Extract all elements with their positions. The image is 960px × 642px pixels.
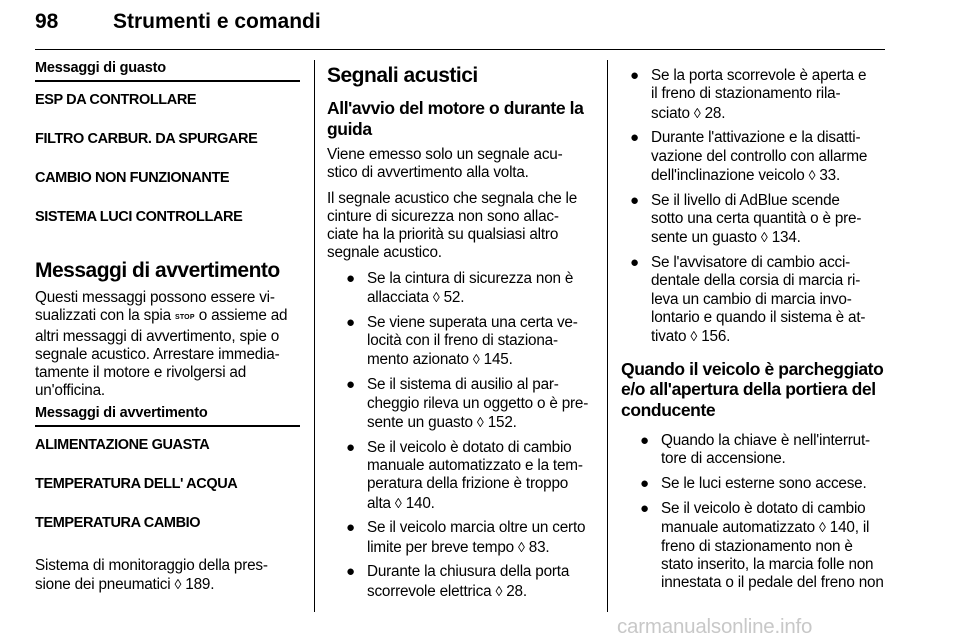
warning-messages-table (35, 405, 300, 539)
list-item: ● Se il veicolo marcia oltre un certo limite per breve tempo ◊ 83. (346, 519, 586, 556)
list-item: ● Se il livello di AdBlue scende sotto una certa quantità o è pre- sente un guasto ◊ 134. (630, 191, 862, 247)
list-item: ● Quando la chiave è nell'interrut- tore di accensione. (640, 432, 870, 468)
table-row: FILTRO CARBUR. DA SPURGARE (35, 131, 258, 147)
reference-arrow-icon: ◊ (495, 582, 503, 599)
bullet-icon: ● (346, 563, 355, 581)
bullet-icon: ● (346, 376, 355, 394)
list-item: ● Se le luci esterne sono accese. (640, 475, 867, 493)
table-row: ESP DA CONTROLLARE (35, 92, 197, 108)
fault-messages-table (35, 60, 300, 233)
bullet-icon: ● (346, 269, 355, 287)
warning-table-heading: Messaggi di avvertimento (35, 405, 300, 427)
reference-arrow-icon: ◊ (472, 351, 480, 368)
bullet-icon: ● (640, 500, 649, 518)
middle-column (327, 64, 591, 608)
parked-vehicle-list (621, 432, 885, 592)
column-divider (314, 60, 315, 612)
table-row: TEMPERATURA CAMBIO (35, 514, 201, 531)
reference-arrow-icon: ◊ (394, 494, 402, 511)
list-item: ● Durante la chiusura della porta scorrevole elettrica ◊ 28. (346, 563, 570, 600)
list-item: ● Se la porta scorrevole è aperta e il freno di stazionamento rila- sciato ◊ 28. (630, 67, 867, 122)
table-row: CAMBIO NON FUNZIONANTE (35, 170, 230, 186)
parked-vehicle-heading: Quando il veicolo è parcheggiato e/o all'apertura della portiera del conducente (621, 358, 884, 420)
table-row: ALIMENTAZIONE GUASTA (35, 436, 210, 453)
page-title: Strumenti e comandi (113, 10, 321, 33)
bullet-icon: ● (640, 475, 649, 493)
bullet-icon: ● (630, 129, 639, 147)
warning-messages-title: Messaggi di avvertimento (35, 259, 280, 282)
watermark: carmanualsonline.info (617, 615, 813, 638)
reference-arrow-icon: ◊ (690, 328, 698, 345)
list-item: ● Se il sistema di ausilio al par- cheggio rileva un oggetto o è pre- sente un guasto ◊ 152. (346, 376, 589, 431)
bullet-icon: ● (630, 191, 639, 209)
fault-table-heading: Messaggi di guasto (35, 60, 300, 82)
bullet-icon: ● (640, 432, 649, 450)
acoustic-conditions-list (327, 270, 591, 601)
right-column (621, 67, 885, 599)
list-item: ● Durante l'attivazione e la disatti- vazione del controllo con allarme dell'inclinazione veicolo ◊ 33. (630, 129, 868, 184)
acoustic-priority-text: Il segnale acustico che segnala che le cinture di sicurezza non sono allac- ciate ha la priorità su qualsiasi altro segnale acustico. (327, 189, 578, 262)
table-row: SISTEMA LUCI CONTROLLARE (35, 209, 243, 225)
table-row: TEMPERATURA DELL' ACQUA (35, 475, 238, 492)
page-header (35, 4, 885, 50)
bullet-icon: ● (630, 67, 639, 84)
reference-arrow-icon: ◊ (808, 166, 816, 183)
reference-arrow-icon: ◊ (819, 519, 826, 536)
reference-arrow-icon: ◊ (517, 538, 525, 555)
left-column (35, 60, 300, 594)
list-item: ● Se viene superata una certa ve- locità con il freno di staziona- mento azionato ◊ 145. (346, 313, 578, 369)
reference-arrow-icon: ◊ (432, 289, 440, 306)
reference-arrow-icon: ◊ (476, 413, 484, 430)
bullet-icon: ● (346, 519, 355, 537)
stop-icon: STOP (174, 314, 195, 322)
list-item: ● Se il veicolo è dotato di cambio manuale automatizzato ◊ 140, il freno di stazionamento non è stato inserito, la marcia folle non innestata o il pedale del freno non (640, 500, 884, 592)
acoustic-subtitle: All'avvio del motore o durante la guida (327, 98, 584, 139)
acoustic-intro-text: Viene emesso solo un segnale acu- stico di avvertimento alla volta. (327, 146, 563, 182)
list-item: ● Se il veicolo è dotato di cambio manuale automatizzato e la tem- peratura della frizione è troppo alta ◊ 140. (346, 438, 583, 512)
reference-arrow-icon: ◊ (174, 576, 182, 593)
warning-messages-text: Questi messaggi possono essere vi- sualizzati con la spia STOP o assieme ad altri messaggi di avvertimento, spie o segnale acustico. Arrestare immedia- tamente il motore e rivolgersi ad un'officina. (35, 289, 288, 400)
list-item: ● Se l'avvisatore di cambio acci- dentale della corsia di marcia ri- leva un cambio di marcia invo- lontario e quando il sistema è at- tivato ◊ 156. (630, 254, 866, 346)
acoustic-signals-title: Segnali acustici (327, 64, 478, 87)
reference-arrow-icon: ◊ (693, 104, 701, 121)
bullet-icon: ● (346, 438, 355, 456)
page-number: 98 (35, 10, 59, 33)
reference-arrow-icon: ◊ (760, 229, 768, 246)
column-divider (607, 60, 608, 612)
list-item: ● Se la cintura di sicurezza non è allacciata ◊ 52. (346, 269, 574, 307)
bullet-icon: ● (346, 313, 355, 331)
acoustic-conditions-list-continued (621, 67, 885, 347)
tpms-text: Sistema di monitoraggio della pres- sione dei pneumatici ◊ 189. (35, 556, 268, 594)
bullet-icon: ● (630, 254, 639, 272)
